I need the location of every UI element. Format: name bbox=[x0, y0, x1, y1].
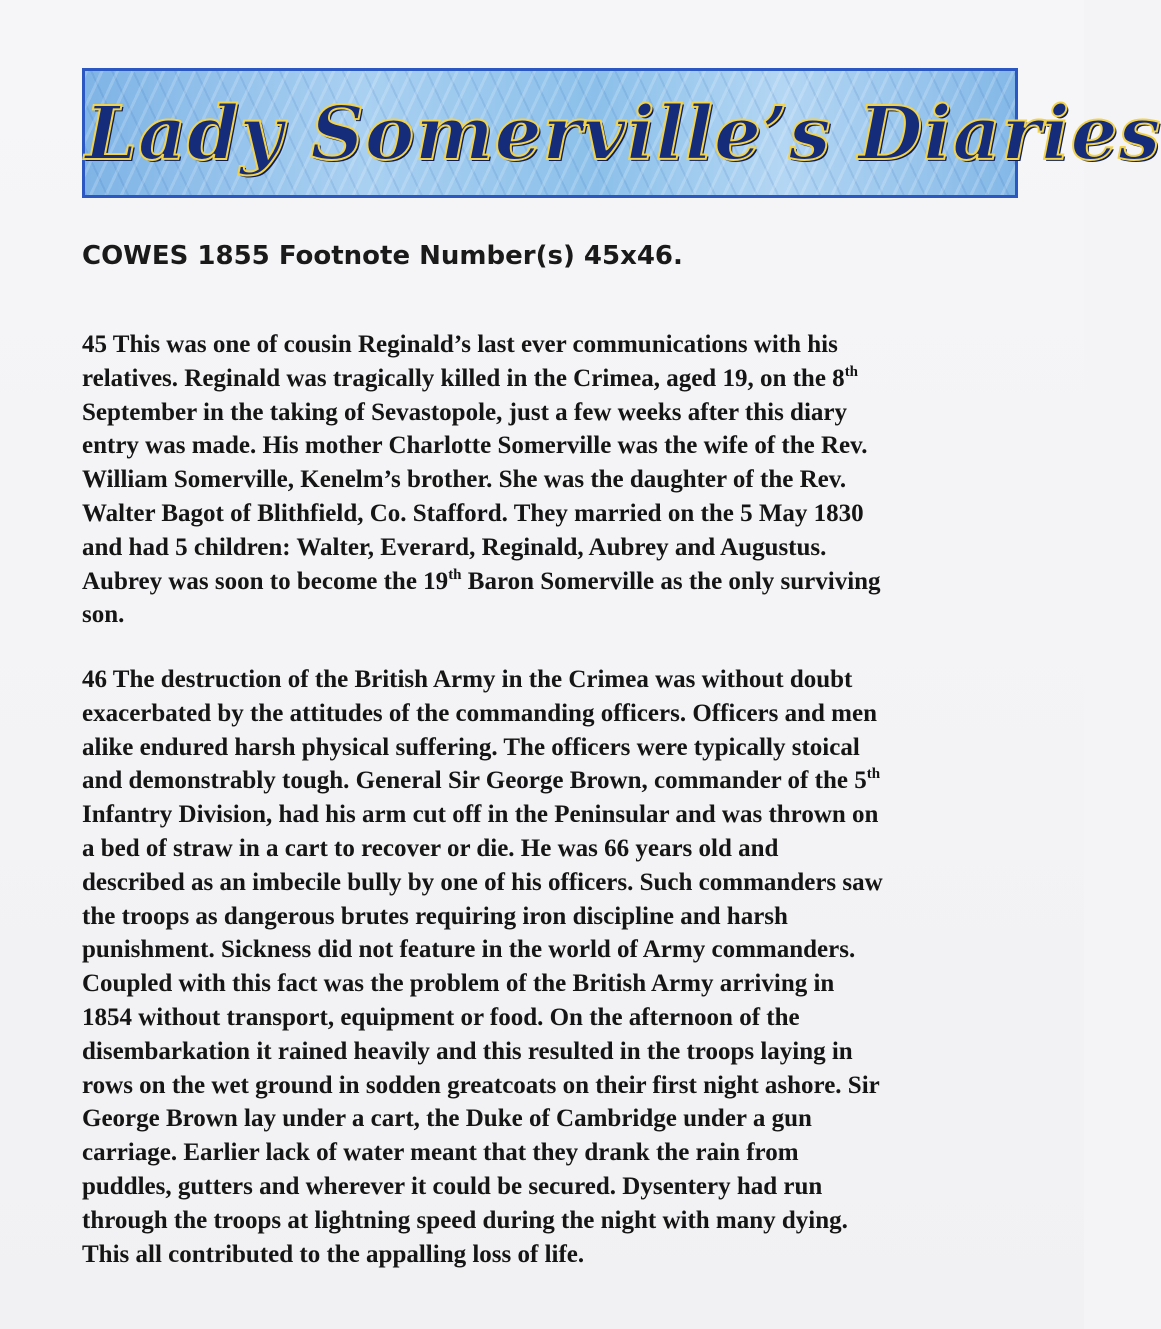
line-text: exacerbated by the attitudes of the commanding officers. Officers and men bbox=[82, 699, 878, 727]
text-line bbox=[82, 798, 1027, 832]
text-line bbox=[82, 396, 1027, 430]
line-text-continued: Baron Somerville as the only surviving bbox=[461, 567, 881, 595]
line-text: Coupled with this fact was the problem of the British Army arriving in bbox=[82, 970, 835, 998]
line-text: 46 The destruction of the British Army in the Crimea was without doubt bbox=[82, 666, 853, 693]
line-text: described as an imbecile bully by one of his officers. Such commanders saw bbox=[82, 868, 883, 896]
text-line bbox=[82, 866, 1027, 900]
ordinal-superscript: th bbox=[844, 363, 859, 380]
text-line bbox=[82, 900, 1027, 934]
text-line bbox=[82, 832, 1027, 866]
line-text: Aubrey was soon to become the 19 bbox=[82, 567, 449, 595]
text-line bbox=[82, 1136, 1027, 1170]
text-line bbox=[82, 598, 1027, 632]
text-line bbox=[82, 531, 1027, 565]
ordinal-superscript: th bbox=[448, 566, 462, 583]
line-text: disembarkation it rained heavily and this resulted in the troops laying in bbox=[82, 1037, 853, 1065]
line-text: Infantry Division, had his arm cut off in the Peninsular and was thrown on bbox=[82, 801, 879, 829]
text-line bbox=[82, 1069, 1027, 1103]
page-heading: COWES 1855 Footnote Number(s) 45x46. bbox=[82, 241, 683, 271]
text-line bbox=[82, 1170, 1027, 1204]
line-text: carriage. Earlier lack of water meant that they drank the rain from bbox=[82, 1139, 799, 1167]
line-text: puddles, gutters and wherever it could be secured. Dysentery had run bbox=[82, 1172, 823, 1200]
line-text: through the troops at lightning speed during the night with many dying. bbox=[82, 1206, 848, 1234]
line-text: the troops as dangerous brutes requiring iron discipline and harsh bbox=[82, 902, 788, 930]
line-text: 45 This was one of cousin Reginald’s last ever communications with his bbox=[82, 331, 838, 358]
text-line bbox=[82, 1204, 1027, 1238]
ordinal-superscript: th bbox=[866, 766, 881, 783]
line-text: September in the taking of Sevastopole, just a few weeks after this diary bbox=[82, 398, 848, 426]
text-line bbox=[82, 429, 1027, 463]
text-line bbox=[82, 933, 1027, 967]
line-text: George Brown lay under a cart, the Duke of Cambridge under a gun bbox=[82, 1105, 812, 1133]
line-text: rows on the wet ground in sodden greatcoats on their first night ashore. Sir bbox=[82, 1071, 880, 1099]
text-line bbox=[82, 697, 1027, 731]
text-line bbox=[82, 463, 1027, 497]
footnote-46 bbox=[82, 663, 1027, 1271]
text-line bbox=[82, 1035, 1027, 1069]
line-text: punishment. Sickness did not feature in the world of Army commanders. bbox=[82, 936, 856, 964]
footnote-paragraph bbox=[82, 328, 1027, 632]
title-banner bbox=[82, 68, 1161, 198]
text-line bbox=[82, 362, 1027, 396]
line-text: This all contributed to the appalling loss of life. bbox=[82, 1240, 585, 1268]
footnote-45 bbox=[82, 328, 1027, 632]
line-text: 1854 without transport, equipment or food. On the afternoon of the bbox=[82, 1003, 800, 1031]
line-text: and demonstrably tough. General Sir George Brown, commander of the 5 bbox=[82, 767, 867, 795]
line-text: William Somerville, Kenelm’s brother. She was the daughter of the Rev. bbox=[82, 466, 847, 494]
line-text: entry was made. His mother Charlotte Somerville was the wife of the Rev. bbox=[82, 432, 868, 460]
text-line bbox=[82, 731, 1027, 765]
text-line bbox=[82, 663, 1027, 697]
line-text: alike endured harsh physical suffering. The officers were typically stoical bbox=[82, 733, 860, 761]
line-text: a bed of straw in a cart to recover or die. He was 66 years old and bbox=[82, 834, 779, 862]
text-line bbox=[82, 1238, 1027, 1272]
line-text: son. bbox=[82, 601, 125, 629]
line-text: and had 5 children: Walter, Everard, Reginald, Aubrey and Augustus. bbox=[82, 533, 827, 561]
text-line bbox=[82, 764, 1027, 798]
text-line bbox=[82, 1102, 1027, 1136]
text-line bbox=[82, 1001, 1027, 1035]
text-line bbox=[82, 497, 1027, 531]
text-line bbox=[82, 967, 1027, 1001]
text-line bbox=[82, 565, 1027, 599]
banner-title: Lady Somerville’s Diaries bbox=[85, 91, 1161, 177]
text-line bbox=[82, 328, 1027, 362]
line-text: relatives. Reginald was tragically killed in the Crimea, aged 19, on the 8 bbox=[82, 364, 845, 392]
line-text: Walter Bagot of Blithfield, Co. Stafford. They married on the 5 May 1830 bbox=[82, 499, 864, 527]
footnote-paragraph bbox=[82, 663, 1027, 1271]
